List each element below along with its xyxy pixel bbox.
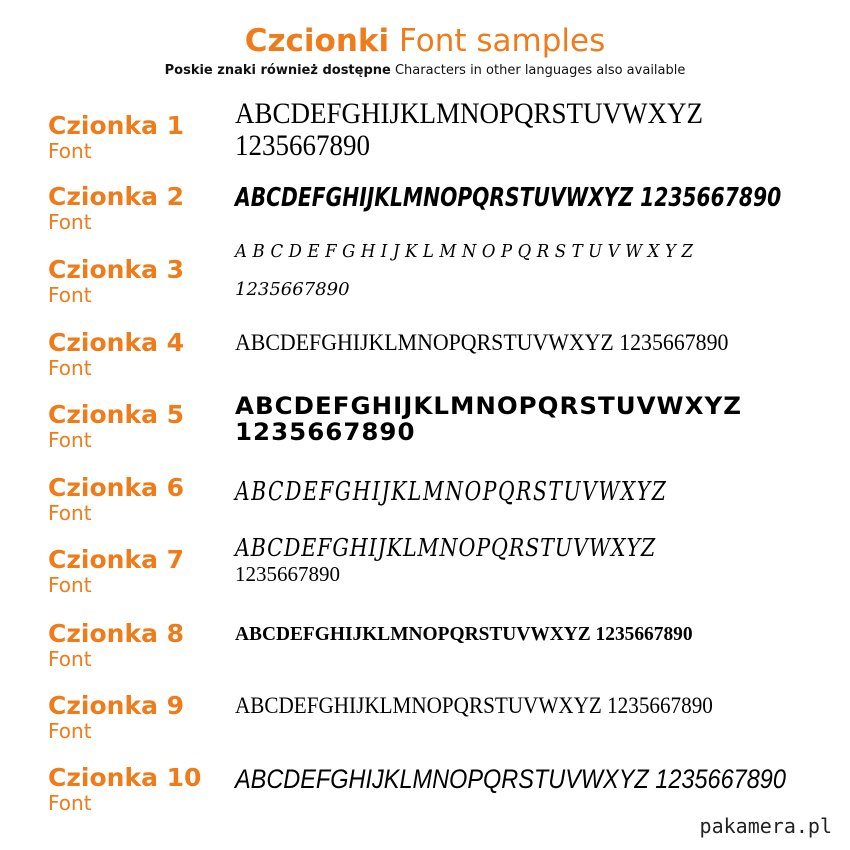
font-sample — [235, 476, 667, 508]
font-sublabel: Font — [48, 573, 92, 597]
font-label — [48, 764, 228, 814]
header — [0, 22, 850, 80]
font-sublabel: Font — [48, 428, 92, 452]
watermark-logo: pakamera.pl — [699, 814, 832, 838]
title-bold: Czcionki — [244, 23, 390, 59]
sample-digits: 1235667890 — [235, 562, 340, 586]
sample-letters: ABCDEFGHIJKLMNOPQRSTUVWXYZ — [235, 477, 668, 507]
font-name: Czionka 1 — [48, 111, 185, 140]
font-name: Czionka 9 — [48, 691, 185, 720]
font-sample — [235, 534, 725, 586]
subtitle-rest: Characters in other languages also available — [394, 63, 686, 78]
page-title — [0, 22, 850, 60]
sample-letters: ABCDEFGHIJKLMNOPQRSTUVWXYZ — [235, 392, 742, 420]
font-sample — [235, 393, 742, 445]
font-label — [48, 256, 228, 306]
font-sublabel: Font — [48, 791, 92, 815]
font-label — [48, 112, 228, 162]
sample-letters: ABCDEFGHIJKLMNOPQRSTUVWXYZ 1235667890 — [235, 623, 693, 645]
page-subtitle — [0, 62, 850, 80]
font-label — [48, 620, 228, 670]
font-sample — [235, 329, 728, 357]
font-label — [48, 183, 228, 233]
sample-letters: ABCDEFGHIJKLMNOPQRSTUVWXYZ — [235, 97, 704, 130]
font-sublabel: Font — [48, 356, 92, 380]
font-label — [48, 692, 228, 742]
sample-letters: ABCDEFGHIJKLMNOPQRSTUVWXYZ 1235667890 — [235, 183, 782, 213]
font-name: Czionka 10 — [48, 763, 202, 792]
font-name: Czionka 7 — [48, 545, 185, 574]
sample-letters: ABCDEFGHIJKLMNOPQRSTUVWXYZ 1235667890 — [235, 330, 729, 355]
font-sublabel: Font — [48, 501, 92, 525]
font-name: Czionka 5 — [48, 400, 185, 429]
font-label — [48, 474, 228, 524]
font-sublabel: Font — [48, 283, 92, 307]
sample-digits: 1235667890 — [235, 418, 416, 446]
sample-letters: ABCDEFGHIJKLMNOPQRSTUVWXYZ — [235, 241, 699, 262]
title-rest: Font samples — [399, 23, 606, 59]
font-sublabel: Font — [48, 647, 92, 671]
font-name: Czionka 3 — [48, 255, 185, 284]
font-sublabel: Font — [48, 139, 92, 163]
font-sublabel: Font — [48, 210, 92, 234]
font-sample — [235, 764, 786, 794]
font-label — [48, 546, 228, 596]
font-sample — [235, 183, 781, 213]
font-sample — [235, 622, 693, 646]
font-label — [48, 401, 228, 451]
font-label — [48, 329, 228, 379]
sample-letters: ABCDEFGHIJKLMNOPQRSTUVWXYZ — [235, 534, 657, 562]
sample-letters: ABCDEFGHIJKLMNOPQRSTUVWXYZ 1235667890 — [235, 764, 786, 794]
subtitle-bold: Poskie znaki również dostępne — [164, 63, 391, 78]
font-name: Czionka 8 — [48, 619, 185, 648]
font-name: Czionka 4 — [48, 328, 185, 357]
font-name: Czionka 2 — [48, 182, 185, 211]
sample-digits: 1235667890 — [235, 129, 370, 162]
font-sample — [235, 240, 739, 302]
sample-letters: ABCDEFGHIJKLMNOPQRSTUVWXYZ 1235667890 — [235, 693, 713, 718]
sample-digits: 1235667890 — [235, 279, 350, 300]
font-sample — [235, 692, 713, 720]
font-sample — [235, 98, 703, 162]
font-sublabel: Font — [48, 719, 92, 743]
font-name: Czionka 6 — [48, 473, 185, 502]
